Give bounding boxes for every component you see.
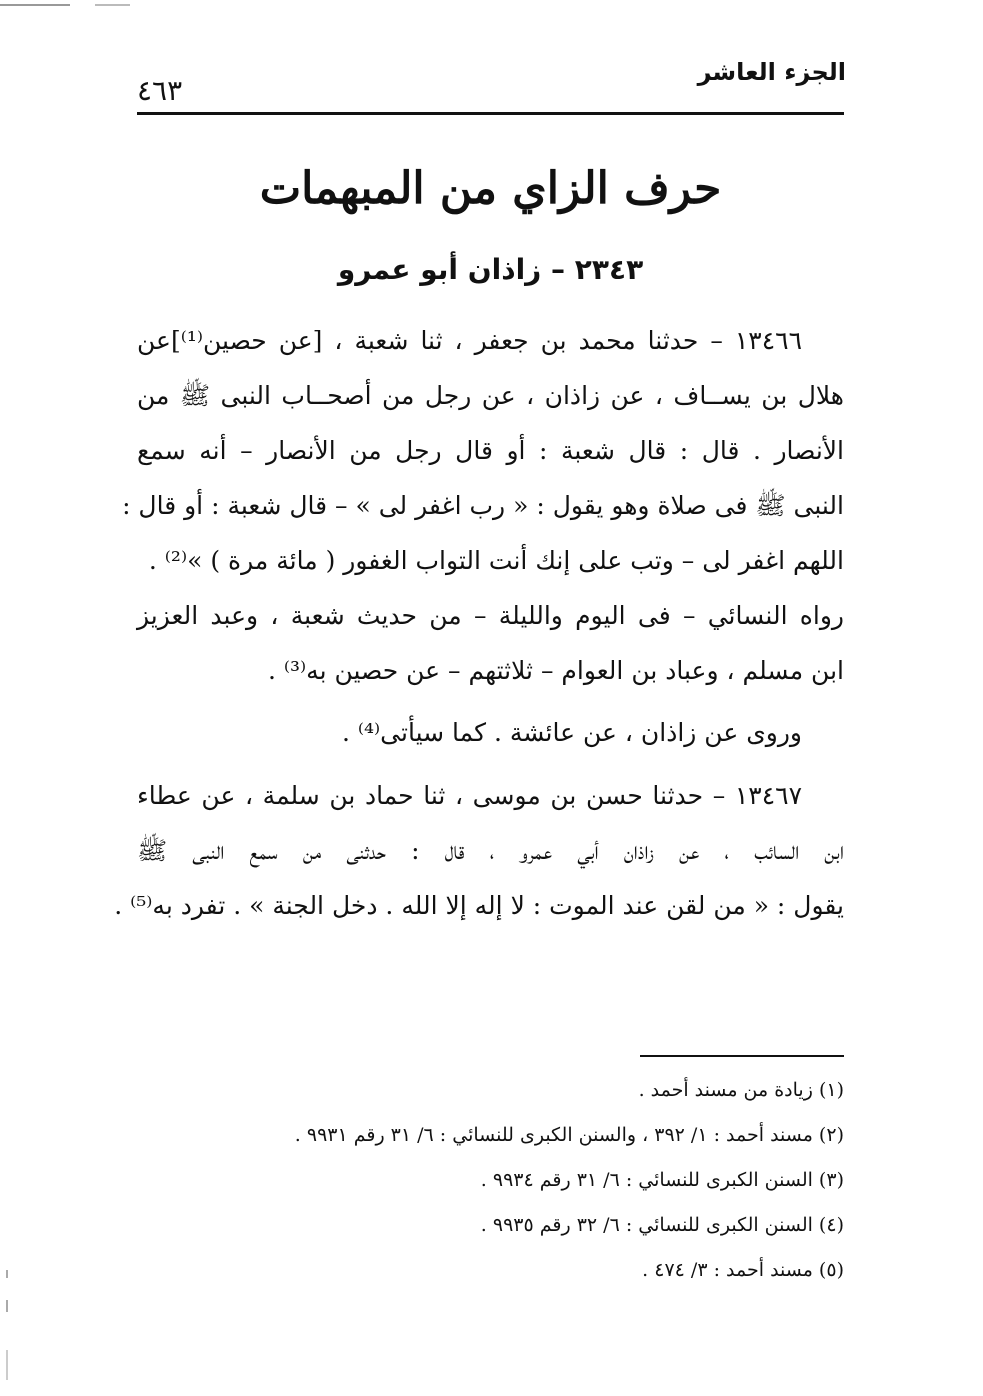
text-line: رواه النسائي – فى اليوم والليلة – من حديث شعبة ، وعبد العزيز bbox=[137, 601, 844, 630]
text-line: ابن مسلم ، وعباد بن العوام – ثلاثتهم – عن حصين به⁽³⁾ . bbox=[267, 656, 844, 685]
scan-side-mark bbox=[6, 1270, 8, 1278]
entry-heading: ٢٣٤٣ – زاذان أبو عمرو bbox=[337, 253, 644, 286]
footnote-separator bbox=[640, 1055, 844, 1057]
text-line: وروى عن زاذان ، عن عائشة . كما سيأتى⁽⁴⁾ . bbox=[341, 718, 802, 747]
scan-edge-mark bbox=[95, 4, 130, 6]
text-line: النبى ﷺ فى صلاة وهو يقول : « رب اغفر لى » – قال شعبة : أو قال : bbox=[122, 491, 844, 520]
running-title: الجزء العاشر bbox=[697, 58, 846, 86]
footnotes bbox=[244, 1068, 844, 1293]
text-line: ابن السائب ، عن زاذان أبي عمرو ، قال : حدثنى من سمع النبى ﷺ bbox=[137, 836, 844, 865]
text-line: يقول : « من لقن عند الموت : لا إله إلا الله . دخل الجنة » . تفرد به⁽⁵⁾ . bbox=[114, 891, 844, 920]
text-line: اللهم اغفر لى – وتب على إنك أنت التواب الغفور ( مائة مرة ) »⁽²⁾ . bbox=[148, 546, 844, 575]
hadith-paragraph-13467 bbox=[114, 768, 844, 933]
footnote-1: (١) زيادة من مسند أحمد . bbox=[638, 1079, 844, 1101]
narration-paragraph bbox=[137, 588, 844, 698]
header-rule bbox=[137, 112, 844, 115]
scan-edge-mark bbox=[0, 4, 70, 6]
footnote-4: (٤) السنن الكبرى للنسائي : ٦/ ٣٢ رقم ٩٩٣٥ . bbox=[480, 1214, 844, 1236]
hadith-paragraph-13466 bbox=[122, 313, 844, 588]
text-line: ١٣٤٦٦ – حدثنا محمد بن جعفر ، ثنا شعبة ، [عن حصين⁽¹⁾]عن bbox=[137, 326, 802, 355]
text-line: الأنصار . قال : قال شعبة : أو قال رجل من الأنصار – أنه سمع bbox=[137, 436, 844, 465]
page-number: ٤٦٣ bbox=[137, 74, 183, 107]
footnote-3: (٣) السنن الكبرى للنسائي : ٦/ ٣١ رقم ٩٩٣٤ . bbox=[480, 1169, 844, 1191]
text-line: ١٣٤٦٧ – حدثنا حسن بن موسى ، ثنا حماد بن سلمة ، عن عطاء bbox=[137, 781, 802, 810]
scan-side-mark bbox=[6, 1350, 8, 1380]
cross-reference-paragraph bbox=[137, 705, 844, 760]
footnote-2: (٢) مسند أحمد : ١/ ٣٩٢ ، والسنن الكبرى للنسائي : ٦/ ٣١ رقم ٩٩٣١ . bbox=[294, 1124, 844, 1146]
chapter-title: حرف الزاي من المبهمات bbox=[259, 163, 722, 214]
footnote-5: (٥) مسند أحمد : ٣/ ٤٧٤ . bbox=[642, 1259, 844, 1281]
scan-side-mark bbox=[6, 1300, 8, 1312]
text-line: هلال بن يســاف ، عن زاذان ، عن رجل من أصحــاب النبى ﷺ من bbox=[137, 381, 844, 410]
